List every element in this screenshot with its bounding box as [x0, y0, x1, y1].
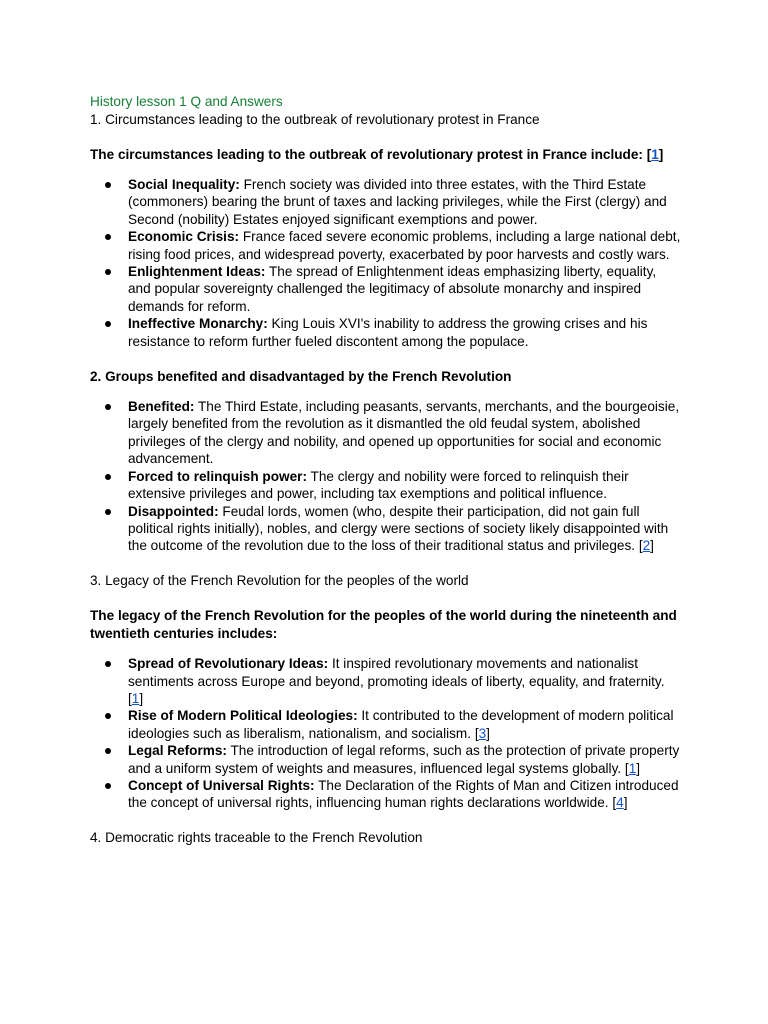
spacer [90, 555, 682, 573]
list-item: Concept of Universal Rights: The Declaration of the Rights of Man and Citizen introduced the concept of universal rights, influencing human rights declarations worldwide. [4] [90, 777, 682, 812]
list-item: Spread of Revolutionary Ideas: It inspired revolutionary movements and nationalist sentiments across Europe and beyond, promoting ideals of liberty, equality, and fraternity. [1] [90, 655, 682, 707]
answer-2-list [90, 398, 682, 555]
list-item: Legal Reforms: The introduction of legal reforms, such as the protection of private property and a uniform system of weights and measures, influenced legal systems globally. [1] [90, 742, 682, 777]
bullet-icon [105, 321, 111, 327]
bullet-icon [105, 509, 111, 515]
spacer [90, 163, 682, 176]
bullet-icon [105, 182, 111, 188]
spacer [90, 385, 682, 398]
citation-link[interactable]: 1 [651, 146, 659, 162]
spacer [90, 350, 682, 368]
document-title: History lesson 1 Q and Answers [90, 94, 283, 109]
answer-1-list [90, 176, 682, 350]
spacer [90, 128, 682, 146]
document-page [90, 93, 682, 847]
list-item: Forced to relinquish power: The clergy and nobility were forced to relinquish their extensive privileges and power, including tax exemptions and political influence. [90, 468, 682, 503]
citation-link[interactable]: 1 [628, 760, 637, 776]
bullet-icon [105, 713, 111, 719]
citation-link[interactable]: 3 [478, 725, 487, 741]
question-3: 3. Legacy of the French Revolution for the peoples of the world [90, 573, 469, 589]
spacer [90, 590, 682, 608]
bullet-icon [105, 661, 111, 667]
citation-link[interactable]: 1 [131, 690, 140, 706]
answer-1-intro: The circumstances leading to the outbreak of revolutionary protest in France include: [1] [90, 146, 664, 162]
list-item: Disappointed: Feudal lords, women (who, despite their participation, did not gain full political rights initially), nobles, and clergy were sections of society likely disappointed with the outcome of the revolution due to the loss of their traditional status and privileges. [2] [90, 503, 682, 555]
bullet-icon [105, 404, 111, 410]
question-2-heading: 2. Groups benefited and disadvantaged by the French Revolution [90, 368, 512, 384]
list-item: Social Inequality: French society was divided into three estates, with the Third Estate (commoners) bearing the brunt of taxes and lacking privileges, while the First (clergy) and Second (nobility) Estates enjoyed significant exemptions and power. [90, 176, 682, 228]
bullet-icon [105, 234, 111, 240]
spacer [90, 812, 682, 830]
citation-link[interactable]: 2 [642, 538, 651, 554]
bullet-icon [105, 748, 111, 754]
spacer [90, 642, 682, 655]
citation-link[interactable]: 4 [616, 795, 624, 811]
list-item: Rise of Modern Political Ideologies: It contributed to the development of modern political ideologies such as liberalism, nationalism, and socialism. [3] [90, 707, 682, 742]
question-1: 1. Circumstances leading to the outbreak of revolutionary protest in France [90, 111, 540, 127]
answer-3-intro: The legacy of the French Revolution for the peoples of the world during the nineteenth and twentieth centuries includes: [90, 608, 677, 641]
answer-3-list [90, 655, 682, 812]
bullet-icon [105, 269, 111, 275]
list-item: Benefited: The Third Estate, including peasants, servants, merchants, and the bourgeoisie, largely benefited from the revolution as it dismantled the old feudal system, abolished privileges of the clergy and nobility, and opened up opportunities for social and economic advancement. [90, 398, 682, 468]
bullet-icon [105, 783, 111, 789]
list-item: Enlightenment Ideas: The spread of Enlightenment ideas emphasizing liberty, equality, and popular sovereignty challenged the legitimacy of absolute monarchy and inspired demands for reform. [90, 263, 682, 315]
question-4: 4. Democratic rights traceable to the French Revolution [90, 830, 423, 846]
list-item: Ineffective Monarchy: King Louis XVI's inability to address the growing crises and his resistance to reform further fueled discontent among the populace. [90, 315, 682, 350]
bullet-icon [105, 474, 111, 480]
list-item: Economic Crisis: France faced severe economic problems, including a large national debt, rising food prices, and widespread poverty, exacerbated by poor harvests and costly wars. [90, 228, 682, 263]
